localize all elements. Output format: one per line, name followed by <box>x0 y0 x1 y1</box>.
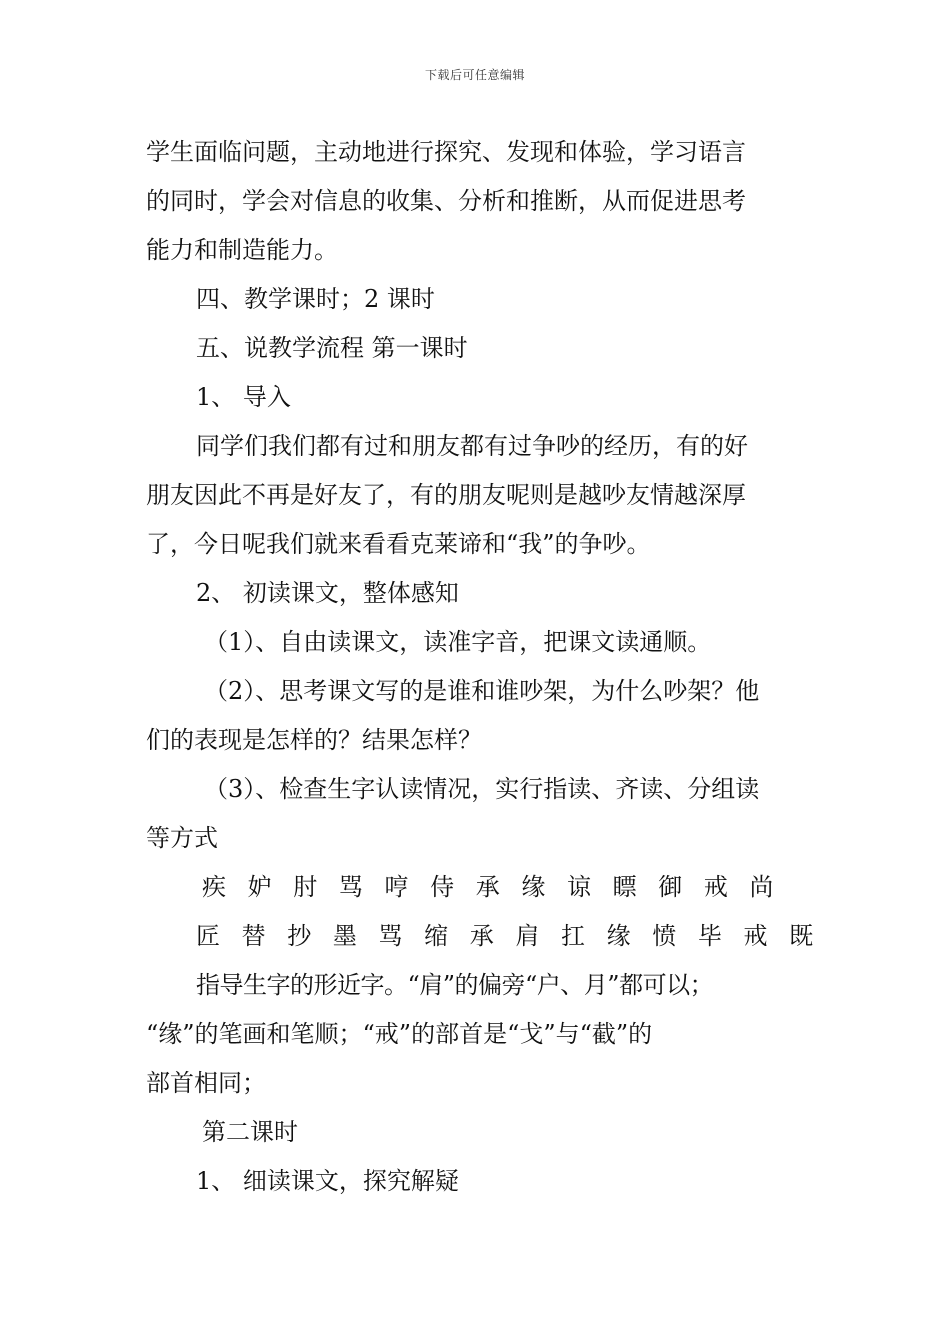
list-item: （2）、思考课文写的是谁和谁吵架，为什么吵架？他 <box>204 677 760 705</box>
paragraph-line: 等方式 <box>146 824 218 852</box>
paragraph-line: 同学们我们都有过和朋友都有过争吵的经历，有的好 <box>196 432 748 460</box>
section-heading-second-lesson: 第二课时 <box>202 1118 298 1146</box>
paragraph-line: “缘”的笔画和笔顺；“戒”的部首是“戈”与“截”的 <box>146 1020 653 1048</box>
step-heading-first-reading: 2、 初读课文，整体感知 <box>196 579 459 607</box>
paragraph-line: 的同时，学会对信息的收集、分析和推断，从而促进思考 <box>146 187 746 215</box>
step-heading-close-reading: 1、 细读课文，探究解疑 <box>196 1167 459 1195</box>
paragraph-line: 学生面临问题，主动地进行探究、发现和体验，学习语言 <box>146 138 746 166</box>
vocabulary-row-1: 疾 妒 肘 骂 哼 侍 承 缘 谅 瞟 御 戒 尚 <box>202 873 781 901</box>
document-body <box>146 128 826 1206</box>
paragraph-line: 们的表现是怎样的？结果怎样？ <box>146 726 482 754</box>
section-heading-teaching-process: 五、说教学流程 第一课时 <box>196 334 468 362</box>
section-heading-class-hours: 四、教学课时；2 课时 <box>196 285 435 313</box>
paragraph-line: 能力和制造能力。 <box>146 236 338 264</box>
vocabulary-row-2: 匠 替 抄 墨 骂 缩 承 肩 扛 缘 愤 毕 戒 既 <box>196 922 821 950</box>
list-item: （3）、检查生字认读情况，实行指读、齐读、分组读 <box>204 775 760 803</box>
paragraph-line: 部首相同； <box>146 1069 266 1097</box>
paragraph-line: 指导生字的形近字。“肩”的偏旁“户、月”都可以； <box>196 971 714 999</box>
paragraph-line: 朋友因此不再是好友了，有的朋友呢则是越吵友情越深厚 <box>146 481 746 509</box>
list-item: （1）、自由读课文，读准字音，把课文读通顺。 <box>204 628 712 656</box>
paragraph-line: 了，今日呢我们就来看看克莱谛和“我”的争吵。 <box>146 530 651 558</box>
page-header: 下载后可任意编辑 <box>424 68 525 82</box>
step-heading-intro: 1、 导入 <box>196 383 291 411</box>
